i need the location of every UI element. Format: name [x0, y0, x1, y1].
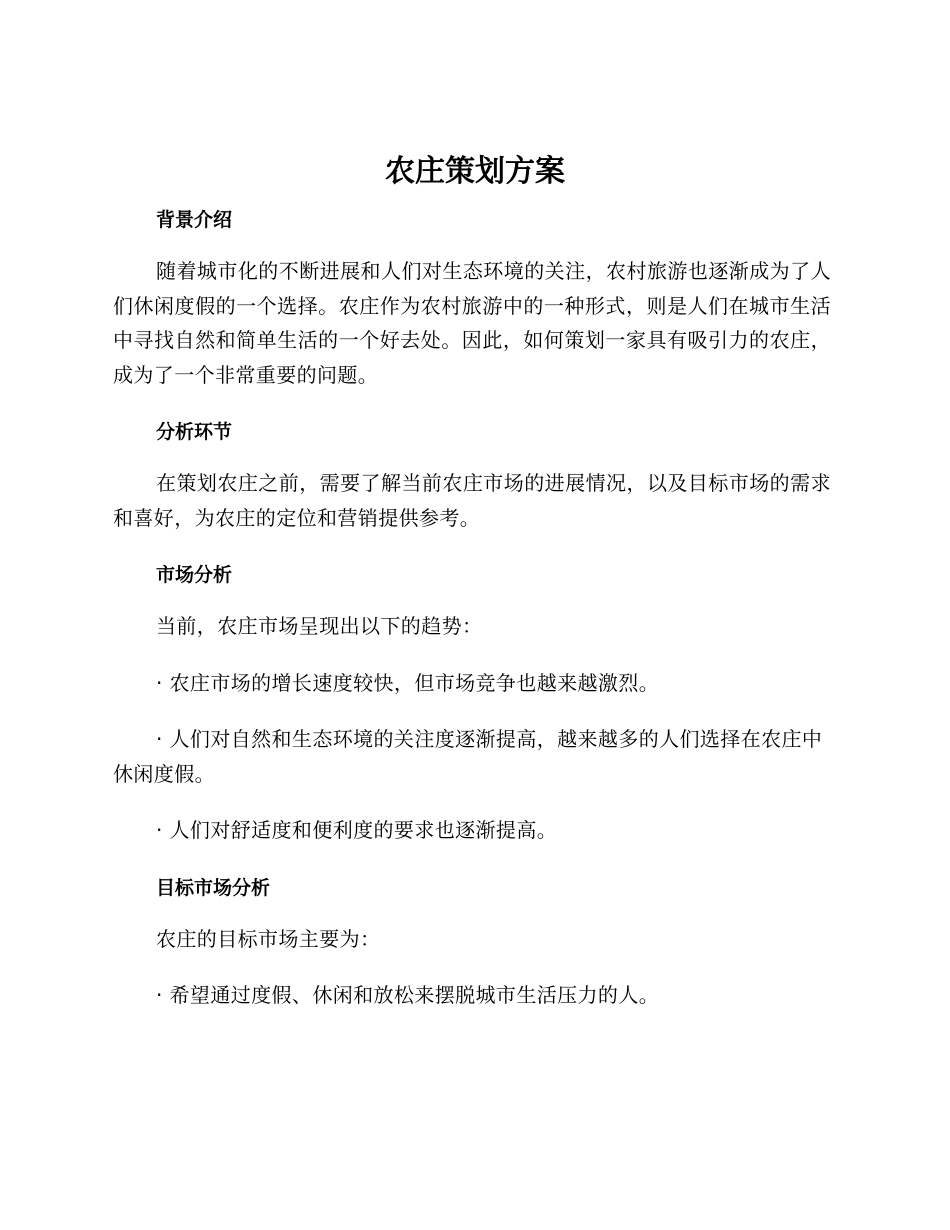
spacer [113, 535, 831, 557]
spacer [113, 450, 831, 466]
market-intro: 当前，农庄市场呈现出以下的趋势： [156, 614, 483, 638]
spacer [113, 392, 831, 414]
spacer [113, 848, 831, 870]
section-heading-analysis: 分析环节 [156, 421, 233, 443]
section-heading-market: 市场分析 [156, 564, 233, 586]
market-bullet: · 人们对自然和生态环境的关注度逐渐提高，越来越多的人们选择在农庄中休闲度假。 [113, 727, 823, 786]
analysis-paragraph: 在策划农庄之前，需要了解当前农庄市场的进展情况，以及目标市场的需求和喜好，为农庄的定位和营销提供参考。 [113, 471, 831, 530]
spacer [113, 906, 831, 922]
market-bullet: · 人们对舒适度和便利度的要求也逐渐提高。 [156, 818, 558, 842]
section-heading-background: 背景介绍 [156, 209, 233, 231]
target-market-intro: 农庄的目标市场主要为： [156, 926, 381, 951]
spacer [113, 593, 831, 609]
document-title: 农庄策划方案 [385, 154, 565, 189]
target-market-bullet: · 希望通过度假、休闲和放松来摆脱城市生活压力的人。 [156, 983, 660, 1007]
background-paragraph: 随着城市化的不断进展和人们对生态环境的关注，农村旅游也逐渐成为了人们休闲度假的一个选择。农庄作为农村旅游中的一种形式，则是人们在城市生活中寻找自然和简单生活的一个好去处。因此，如何策划一家具有吸引力的农庄，成为了一个非常重要的问题。 [113, 259, 831, 387]
spacer [113, 644, 831, 666]
section-heading-target-market: 目标市场分析 [156, 876, 271, 899]
spacer [113, 700, 831, 722]
market-bullet: · 农庄市场的增长速度较快，但市场竞争也越来越激烈。 [156, 670, 660, 695]
spacer [113, 956, 831, 978]
spacer [113, 791, 831, 813]
spacer [113, 238, 831, 254]
document-body [113, 202, 831, 1013]
